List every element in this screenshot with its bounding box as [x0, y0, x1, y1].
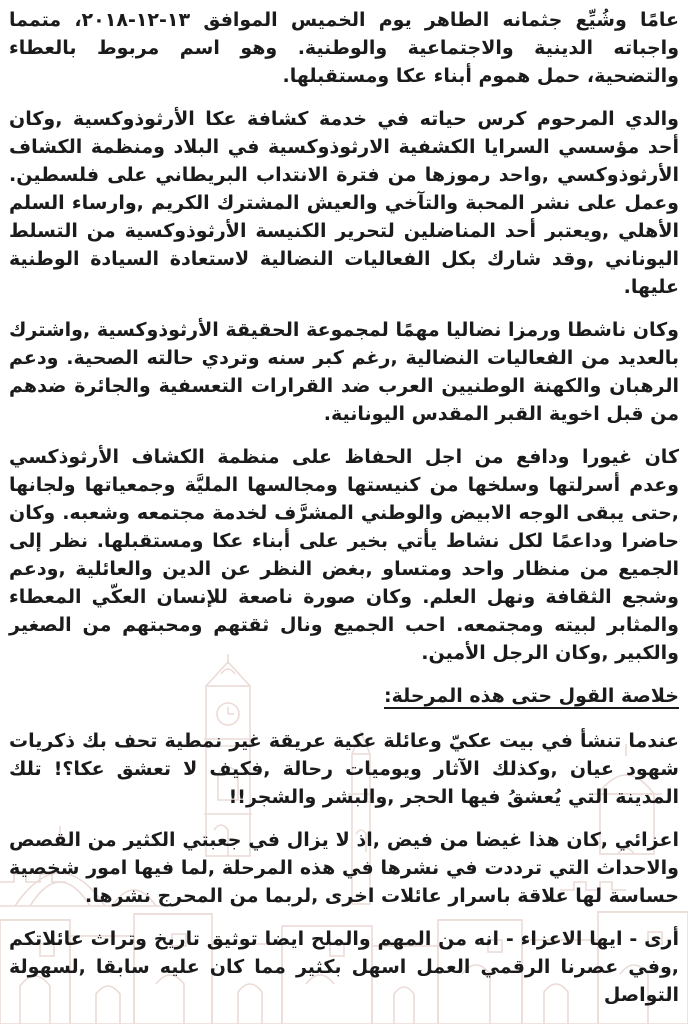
- paragraph-akka-love: عندما تنشأ في بيت عكيّ وعائلة عكية عريقة غير نمطية تحف بك ذكريات شهود عيان ,وكذلك الآثار ويوميات رحالة ,فكيف لا تعشق عكا؟! تلك المدينة التي يُعشقُ فيها الحجر ,والبشر والشجر!!: [9, 730, 679, 808]
- paragraph-untold-stories: اعزائي ,كان هذا غيضا من فيض ,اذ لا يزال في جعبتي الكثير من القصص والاحداث التي ترددت في نشرها في هذه المرحلة ,لما فيها امور شخصية حساسة لها علاقة باسرار عائلات اخرى ,لربما من المحرج نشرها.: [9, 829, 679, 907]
- paragraph-call-to-document: أرى - ايها الاعزاء - انه من المهم والملح ايضا توثيق تاريخ وتراث عائلاتكم ,وفي عصرنا الرقمي العمل اسهل بكثير مما كان عليه سابقا ,لسهولة التواصل: [9, 928, 679, 1006]
- paragraph-activist: وكان ناشطا ورمزا نضاليا مهمًا لمجموعة الحقيقة الأرثوذوكسية ,واشترك بالعديد من الفعاليات النضالية ,رغم كبر سنه وتردي حالته الصحية. ودعم الرهبان والكهنة الوطنيين العرب ضد القرارات التعسفية والجائرة ضدهم من قبل اخوية القبر المقدس اليونانية.: [9, 319, 679, 425]
- section-heading-summary: خلاصة القول حتى هذه المرحلة:: [384, 685, 679, 707]
- paragraph-father-scouts: والدي المرحوم كرس حياته في خدمة كشافة عكا الأرثوذوكسية ,وكان أحد مؤسسي السرايا الكشفية الارثوذوكسية في البلاد ومنظمة الكشاف الأرثوذوكسي ,واحد رموزها من فترة الانتداب البريطاني على فلسطين. وعمل على نشر المحبة والتآخي والعيش المشترك الكريم ,وارساء السلم الأهلي ,ويعتبر أحد المناضلين لتحرير الكنيسة الأرثوذوكسية من التسلط اليوناني ,وقد شارك بكل الفعاليات النضالية لاستعادة السيادة الوطنية عليها.: [9, 108, 679, 298]
- paragraph-guardian: كان غيورا ودافع من اجل الحفاظ على منظمة الكشاف الأرثوذكسي وعدم أسرلتها وسلخها من كنيستها ومجالسها المليَّة وجمعياتها ولجانها ,حتى يبقى الوجه الابيض والوطني المشرَّف لخدمة مجتمعه وشعبه. وكان حاضرا وداعمًا لكل نشاط يأتي بخير على أبناء عكا ومستقبلها. نظر إلى الجميع من منظار واحد ومتساو ,بغض النظر عن الدين والعائلية ,ودعم وشجع الثقافة ونهل العلم. وكان صورة ناصعة للإنسان العكّي المعطاء والمثابر لبيته ومجتمعه. احب الجميع ونال ثقتهم ومحبتهم من الصغير والكبير ,وكان الرجل الأمين.: [9, 446, 679, 664]
- paragraph-funeral: عامًا وشُيِّع جثمانه الطاهر يوم الخميس الموافق ١٣-١٢-٢٠١٨، متمما واجباته الدينية والاجتماعية والوطنية. وهو اسم مربوط بالعطاء والتضحية، حمل هموم أبناء عكا ومستقبلها.: [9, 9, 679, 87]
